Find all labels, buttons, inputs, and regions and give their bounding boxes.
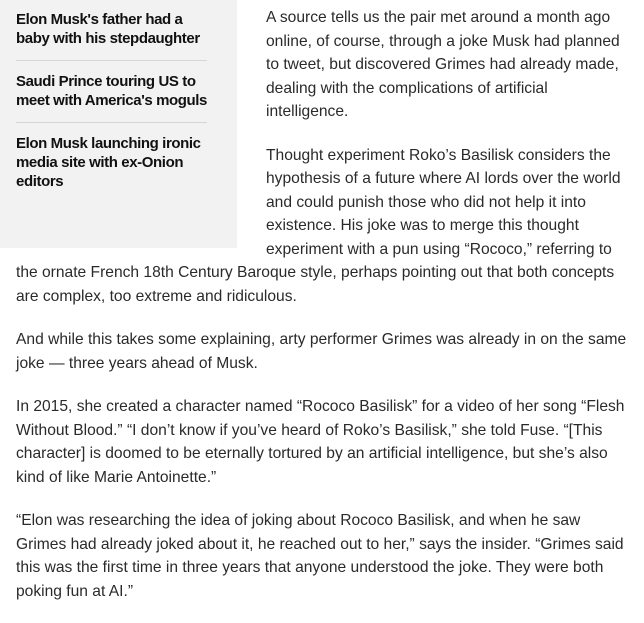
- article-paragraph: In 2015, she created a character named “Rococo Basilisk” for a video of her song “Flesh Without Blood.” “I don’t know if you’ve heard of Roko’s Basilisk,” she told Fuse. “[This character] is doomed to be eternally tortured by an artificial intelligence, but she’s also kind of like Marie Antoinette.”: [16, 398, 625, 486]
- related-story-link[interactable]: Saudi Prince touring US to meet with America's moguls: [16, 61, 207, 123]
- related-story-link[interactable]: Elon Musk's father had a baby with his stepdaughter: [16, 0, 207, 61]
- related-story-link[interactable]: Elon Musk launching ironic media site with ex-Onion editors: [16, 135, 201, 190]
- article-paragraph: A source tells us the pair met around a month ago online, of course, through a joke Musk had planned to tweet, but discovered Grimes had already made, dealing with the complications of artificial intelligence.: [266, 9, 620, 120]
- article-paragraph: Thought experiment Roko’s Basilisk considers the hypothesis of a future where AI lords over the world and could punish those who did not help it into existence. His joke was to merge this thought experiment with a pun using “Rococo,” referring to the ornate French 18th Century Baroque style, perhaps pointing out that both concepts are complex, too extreme and ridiculous.: [16, 146, 621, 305]
- sidebar-spacer: [16, 6, 266, 250]
- article-paragraph: “Elon was researching the idea of joking about Rococo Basilisk, and when he saw Grimes had already joked about it, he reached out to her,” says the insider. “Grimes said this was the first time in three years that anyone understood the joke. They were both poking fun at AI.”: [16, 512, 624, 600]
- article-paragraph: And while this takes some explaining, arty performer Grimes was already in on the same joke — three years ahead of Musk.: [16, 331, 627, 372]
- article-body: [16, 6, 634, 623]
